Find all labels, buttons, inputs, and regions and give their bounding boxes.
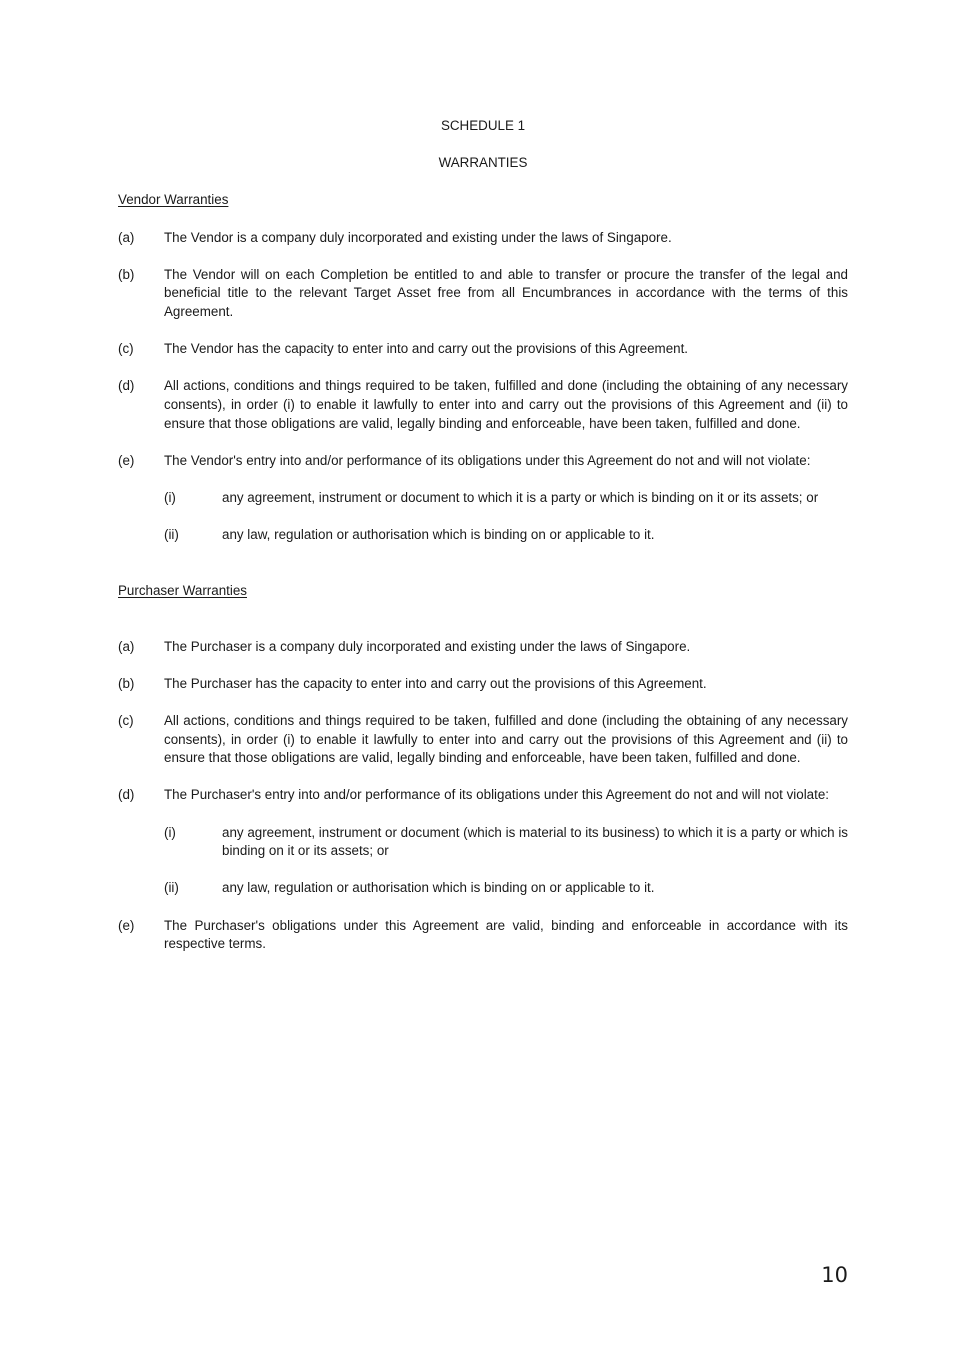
item-label: (b) (118, 266, 135, 282)
subitem-label: (ii) (164, 527, 179, 543)
vendor-item-e-sub-i (164, 489, 848, 508)
subitem-text: any agreement, instrument or document (which is material to its business) to which it is a party or which is binding on it or its assets; or (222, 824, 848, 859)
item-text: All actions, conditions and things required to be taken, fulfilled and done (including the obtaining of any necessary consents), in order (i) to enable it lawfully to enter into and carry out the provisions of this Agreement and (ii) to ensure that those obligations are valid, legally binding and enforceable, have been taken, fulfilled and done. (164, 713, 848, 766)
subitem-text: any law, regulation or authorisation which is binding on or applicable to it. (222, 880, 655, 896)
purchaser-item-d-sub-ii (164, 879, 848, 898)
subitem-text: any law, regulation or authorisation which is binding on or applicable to it. (222, 527, 655, 543)
item-label: (a) (118, 638, 135, 654)
item-text: The Purchaser's entry into and/or performance of its obligations under this Agreement do not and will not violate: (164, 787, 830, 803)
vendor-item-c (118, 340, 848, 359)
item-text: The Purchaser's obligations under this Agreement are valid, binding and enforceable in accordance with its respective terms. (164, 917, 848, 952)
purchaser-item-d-sub-i (164, 824, 848, 861)
item-label: (e) (118, 917, 135, 933)
item-text: The Vendor has the capacity to enter into and carry out the provisions of this Agreement. (164, 341, 689, 357)
page-number: 10 (821, 1263, 848, 1287)
item-text: The Purchaser is a company duly incorporated and existing under the laws of Singapore. (164, 638, 691, 654)
purchaser-item-e (118, 917, 848, 954)
vendor-item-e-sub-ii (164, 526, 848, 545)
purchaser-item-a (118, 638, 848, 657)
vendor-item-d (118, 377, 848, 433)
item-text: The Vendor's entry into and/or performance of its obligations under this Agreement do not and will not violate: (164, 452, 811, 468)
page-subtitle: WARRANTIES (438, 155, 528, 171)
item-text: The Vendor is a company duly incorporated and existing under the laws of Singapore. (164, 229, 672, 245)
item-label: (b) (118, 675, 135, 691)
item-text: All actions, conditions and things required to be taken, fulfilled and done (including the obtaining of any necessary consents), in order (i) to enable it lawfully to enter into and carry out the provisions of this Agreement and (ii) to ensure that those obligations are valid, legally binding and enforceable, have been taken, fulfilled and done. (164, 378, 848, 431)
page-title: SCHEDULE 1 (440, 118, 526, 133)
item-label: (a) (118, 229, 135, 245)
item-label: (d) (118, 787, 135, 803)
item-label: (e) (118, 452, 135, 468)
section-purchaser-warranties (118, 582, 848, 954)
vendor-item-a (118, 229, 848, 248)
item-label: (d) (118, 378, 135, 394)
purchaser-item-d (118, 786, 848, 805)
subitem-label: (i) (164, 824, 176, 840)
vendor-item-b (118, 266, 848, 322)
purchaser-item-b (118, 675, 848, 694)
vendor-warranties-heading: Vendor Warranties (118, 192, 229, 208)
subitem-text: any agreement, instrument or document to which it is a party or which is binding on it or its assets; or (222, 489, 819, 505)
purchaser-warranties-heading: Purchaser Warranties (118, 582, 247, 598)
item-label: (c) (118, 713, 134, 728)
purchaser-item-c (118, 712, 848, 768)
subitem-label: (i) (164, 489, 176, 505)
vendor-item-e (118, 452, 848, 471)
item-label: (c) (118, 341, 134, 357)
item-text: The Purchaser has the capacity to enter into and carry out the provisions of this Agreement. (164, 675, 707, 691)
subitem-label: (ii) (164, 880, 179, 896)
item-text: The Vendor will on each Completion be entitled to and able to transfer or procure the transfer of the legal and beneficial title to the relevant Target Asset free from all Encumbrances in accordance with the terms of this Agreement. (164, 266, 848, 319)
section-vendor-warranties (118, 191, 848, 544)
